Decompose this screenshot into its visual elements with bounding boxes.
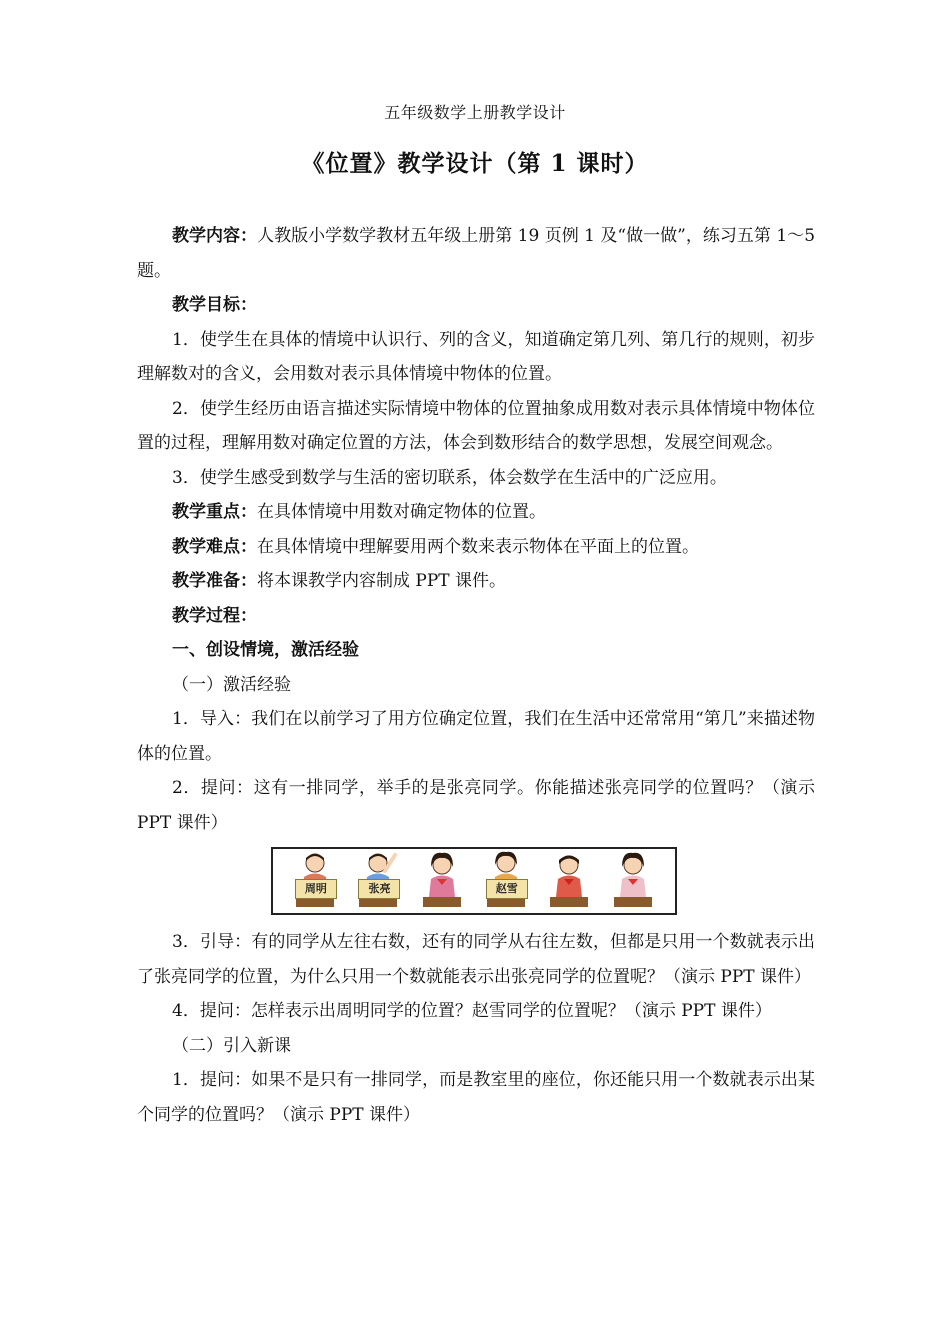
objectives-label: 教学目标： [172, 295, 257, 315]
section1-heading: 一、创设情境，激活经验 [172, 640, 359, 660]
section1-p5: 1．提问：如果不是只有一排同学，而是教室里的座位，你还能只用一个数就表示出某个同学的位置吗？（演示 PPT 课件） [137, 1070, 815, 1125]
student-figure [292, 851, 338, 909]
student-icon [419, 851, 465, 909]
objective-item-3: 3．使学生感受到数学与生活的密切联系，体会数学在生活中的广泛应用。 [172, 467, 727, 488]
document-body [137, 219, 815, 1132]
student-label: 赵雪 [486, 879, 528, 899]
document-title: 《位置》教学设计（第 1 课时） [301, 150, 649, 177]
preparation-label: 教学准备： [172, 571, 257, 591]
process-label: 教学过程： [172, 605, 257, 626]
teaching-content [137, 219, 815, 288]
difficulty-label: 教学难点： [172, 536, 257, 557]
student-icon [546, 851, 592, 909]
objective-item-1: 1．使学生在具体的情境中认识行、列的含义，知道确定第几列、第几行的规则，初步理解数对的含义，会用数对表示具体情境中物体的位置。 [137, 329, 815, 384]
key-point-text: 在具体情境中用数对确定物体的位置。 [257, 502, 546, 522]
document-header: 五年级数学上册教学设计 [384, 103, 566, 122]
student-label: 张亮 [358, 879, 400, 899]
students-row-figure [271, 847, 677, 915]
preparation [137, 564, 815, 599]
section1-sub2: （二）引入新课 [172, 1035, 291, 1056]
student-figure [483, 851, 529, 909]
section1-p2: 2．提问：这有一排同学，举手的是张亮同学。你能描述张亮同学的位置吗？（演示 PPT 课件） [137, 778, 815, 833]
student-figure [355, 851, 401, 909]
student-label: 周明 [295, 879, 337, 899]
section1-p4: 4．提问：怎样表示出周明同学的位置？赵雪同学的位置呢？（演示 PPT 课件） [172, 1001, 772, 1021]
objective-item-2: 2．使学生经历由语言描述实际情境中物体的位置抽象成用数对表示具体情境中物体位置的过程，理解用数对确定位置的方法，体会到数形结合的数学思想，发展空间观念。 [137, 398, 815, 453]
student-icon [610, 851, 656, 909]
section1-sub1: （一）激活经验 [172, 674, 291, 695]
key-point-label: 教学重点： [172, 502, 257, 522]
student-figure [610, 851, 656, 909]
preparation-text: 将本课教学内容制成 PPT 课件。 [257, 571, 507, 591]
difficulty [137, 530, 815, 565]
section1-p1: 1．导入：我们在以前学习了用方位确定位置，我们在生活中还常常用“第几”来描述物体的位置。 [137, 709, 815, 764]
difficulty-text: 在具体情境中理解要用两个数来表示物体在平面上的位置。 [257, 536, 699, 557]
key-point [137, 495, 815, 530]
section1-p3: 3．引导：有的同学从左往右数，还有的同学从右往左数，但都是只用一个数就表示出了张亮同学的位置，为什么只用一个数就能表示出张亮同学的位置呢？（演示 PPT 课件） [137, 932, 815, 987]
student-figure [419, 851, 465, 909]
teaching-content-text: 人教版小学数学教材五年级上册第 19 页例 1 及“做一做”，练习五第 1～5 题。 [137, 226, 816, 281]
student-figure [546, 851, 592, 909]
teaching-content-label: 教学内容： [172, 226, 258, 246]
